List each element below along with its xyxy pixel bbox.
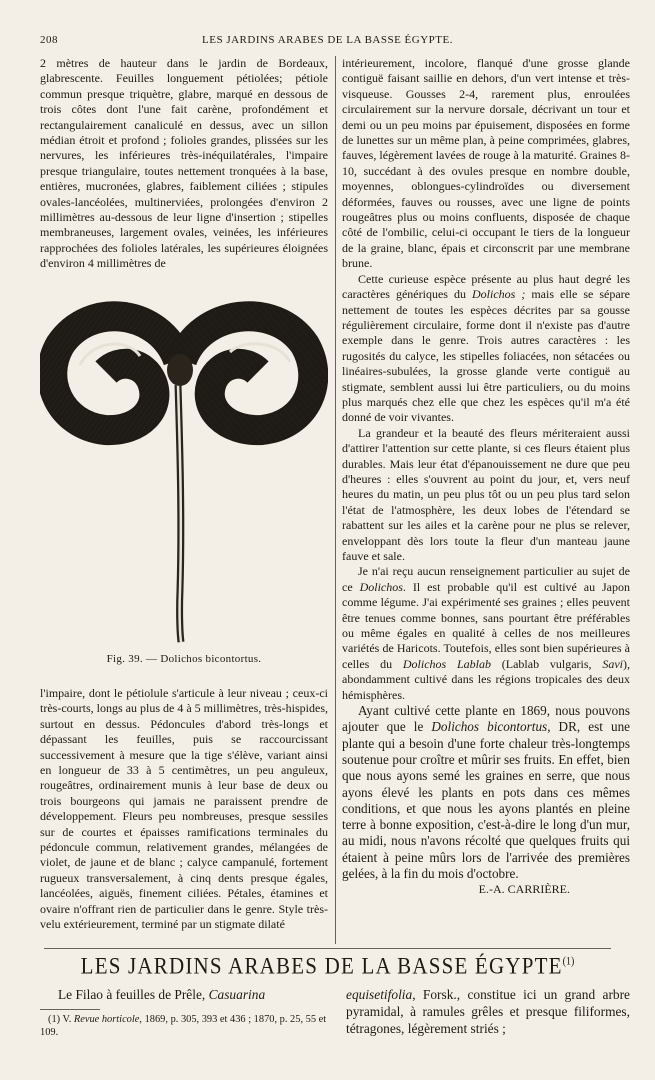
- page-number: 208: [40, 34, 58, 46]
- text-run: ), abondamment cultivé dans les régions tropicales des deux hémisphères.: [342, 656, 630, 702]
- text-run: , Forsk., constitue ici un grand arbre pyramidal, à ramules grêles et presque filiformes, tétragones, légèrement striés ;: [346, 987, 630, 1036]
- species-name: equisetifolia: [346, 987, 413, 1002]
- text-run: Le Filao à feuilles de Prêle,: [58, 987, 209, 1002]
- species-name: Casuarina: [208, 987, 266, 1002]
- species-name: Dolichos Lablab: [402, 656, 491, 671]
- section-divider: [44, 948, 611, 949]
- paragraph: [342, 564, 630, 703]
- figure: [40, 290, 328, 665]
- text-run: . Il est probable qu'il est cultivé au Japon comme légume. J'ai expérimenté ses graines ; elles peuvent être tenues comme bonnes, sans pourtant être préférables ou même égales en qualité à celles de nos meilleures variétés de Haricots. Toutefois, elles sont bien supérieures à celles du: [342, 579, 630, 671]
- paragraph: intérieurement, incolore, flanqué d'une grosse glande contiguë faisant saillie en dehors, d'un vert intense et très-visqueuse. Gousses 2-4, rarement plus, enroulées circulairement sur la nervure dorsale, décrivant un tour et demi ou un peu moins par épuisement, disposées en forme de lunettes sur un même plan, à peine comprimées, glabres, fauves, légèrement lavées de rouge à la maturité. Graines 8-10, succédant à des ovules presque en nombre double, moyennes, oblongues-cylindroïdes ou diversement déformées, fauves ou rousses, avec une ligne de points rougeâtres plus ou moins confluents, disposée de chaque côté de l'ombilic, celui-ci occupant le tiers de la longueur de la graine, blanc, épais et circonscrit par une membrane brune.: [342, 56, 630, 271]
- journal-name: Revue horticole: [73, 1014, 140, 1025]
- bottom-left-column: [40, 986, 328, 1039]
- footnote-rule: [40, 1009, 100, 1010]
- article-title-text: LES JARDINS ARABES DE LA BASSE ÉGYPTE: [80, 952, 563, 979]
- bottom-right-column: [346, 986, 630, 1037]
- footnote-marker: (1): [562, 955, 575, 968]
- species-name: Dolichos bicontortus: [431, 719, 548, 735]
- text-run: , DR, est une plante qui a besoin d'une forte chaleur très-longtemps soutenue pour croître et mûrir ses fruits. En effet, bien que nous ayons semé les graines en serre, que nous ayons élevé les plants en pots dans ces mêmes conditions, et que nous les ayons plantés en pleine terre à bonne exposition, c'est-à-dire le long d'un mur, au midi, nous n'avons récolté que quelques fruits qui étaient à peine mûrs lors de l'arrivée des premières gelées, à la fin du mois d'octobre.: [342, 719, 630, 882]
- paragraph: [342, 703, 630, 882]
- paragraph: l'impaire, dont le pétiolule s'articule à leur niveau ; ceux-ci très-courts, longs au plus de 4 à 5 millimètres, très-hispides, surtout en dessus. Pédoncules d'abord très-longs et dépassant les feuilles, puis se raccourcissant successivement à mesure que la tige s'élève, variant ainsi en longueur de 33 à 5 centimètres, un peu anguleux, rougeâtres, ordinairement munis à leur base de deux ou trois bourgeons qui jamais ne paraissent prendre de développement. Fleurs peu nombreuses, presque sessiles sur de courtes et épaisses ramifications terminales du pédoncule commun, relativement grandes, mélangées de violet, de jaune et de blanc ; calyce campanulé, fortement rugueux transversalement, à cinq dents presque égales, lancéolées, aiguës, finement ciliées. Pétales, étamines et ovaire n'offrant rien de particulier dans le genre. Style très-velu extérieurement, terminé par un stigmate dilaté: [40, 686, 328, 932]
- right-column: [342, 56, 630, 944]
- text-run: (1) V.: [48, 1014, 74, 1025]
- author-signature: E.-A. CARRIÈRE.: [478, 882, 570, 897]
- dolichos-pod-illustration: [40, 290, 328, 648]
- left-column-bottom: [40, 686, 328, 942]
- running-title: LES JARDINS ARABES DE LA BASSE ÉGYPTE.: [202, 34, 453, 46]
- text-run: , 1869, p. 305, 393 et 436 ; 1870, p. 25, 55 et 109.: [40, 1014, 327, 1038]
- column-divider: [335, 56, 336, 944]
- left-column-top: [40, 56, 328, 278]
- figure-caption: Fig. 39. — Dolichos bicontortus.: [106, 653, 262, 665]
- genus-name: Dolichos: [359, 579, 403, 594]
- text-run: mais elle se sépare nettement de toutes les espèces décrites par sa gousse régulièrement circulaire, forme dont il n'existe pas d'autre exemple dans le genre. Trois autres caractères : les rugosités du calyce, les stipelles foliacées, non sétacées ou linéaires-subulées, la grosse glande verte contiguë au stigmate, semblent aussi lui être particuliers, ou du moins plus marqués chez elle que chez les espèces qu'il m'a été donné de voir vivantes.: [342, 287, 630, 425]
- paragraph: [346, 986, 630, 1037]
- footnote: [40, 1013, 328, 1039]
- paragraph: La grandeur et la beauté des fleurs mériteraient aussi d'attirer l'attention sur cette plante, si ces fleurs étaient plus durables. Mais leur état d'épanouissement ne dure que peu d'heures : elles s'ouvrent au point du jour, et, vers neuf heures du matin, un peu plus tôt ou un peu plus tard selon l'état de l'atmosphère, les deux lobes de l'étendard se rabattent sur les ailes et la carène pour ne plus se relever, enveloppant dès lors toute la fleur d'un manteau jaune fauve et sale.: [342, 425, 630, 563]
- text-run: Je n'ai reçu aucun renseignement particulier au sujet de ce: [342, 564, 630, 594]
- text-run: Ayant cultivé cette plante en 1869, nous pouvons ajouter que le: [342, 703, 630, 735]
- text-run: (Lablab vulgaris,: [491, 656, 603, 671]
- paragraph: [40, 986, 328, 1003]
- paragraph: [342, 272, 630, 426]
- article-title: [40, 952, 615, 980]
- running-head: [40, 34, 615, 50]
- text-run: Cette curieuse espèce présente au plus haut degré les caractères génériques du: [342, 271, 630, 302]
- genus-name: Dolichos ;: [471, 287, 526, 302]
- author-name: Savi: [602, 656, 623, 671]
- paragraph: 2 mètres de hauteur dans le jardin de Bordeaux, glabrescente. Feuilles longuement pétiolées; pétiole commun presque triquètre, glabre, marqué en dessous de trois côtes dont l'une fait carène, profondément et rectangulairement canaliculé en dessus, avec un sillon médian étroit et profond ; folioles grandes, plissées sur les nervures, les inférieures très-inéquilatérales, l'impaire presque triangulaire, toutes nettement tronquées à la base, entières, mucronées, glabres, faiblement ciliées ; stipules ovales-lancéolées, multinerviées, prolongées d'environ 2 millimètres au-dessous de leur ligne d'insertion ; stipelles membraneuses, largement ovales, veinées, les inférieures rapprochées des folioles latérales, les supérieures éloignées d'environ 4 millimètres de: [40, 56, 328, 271]
